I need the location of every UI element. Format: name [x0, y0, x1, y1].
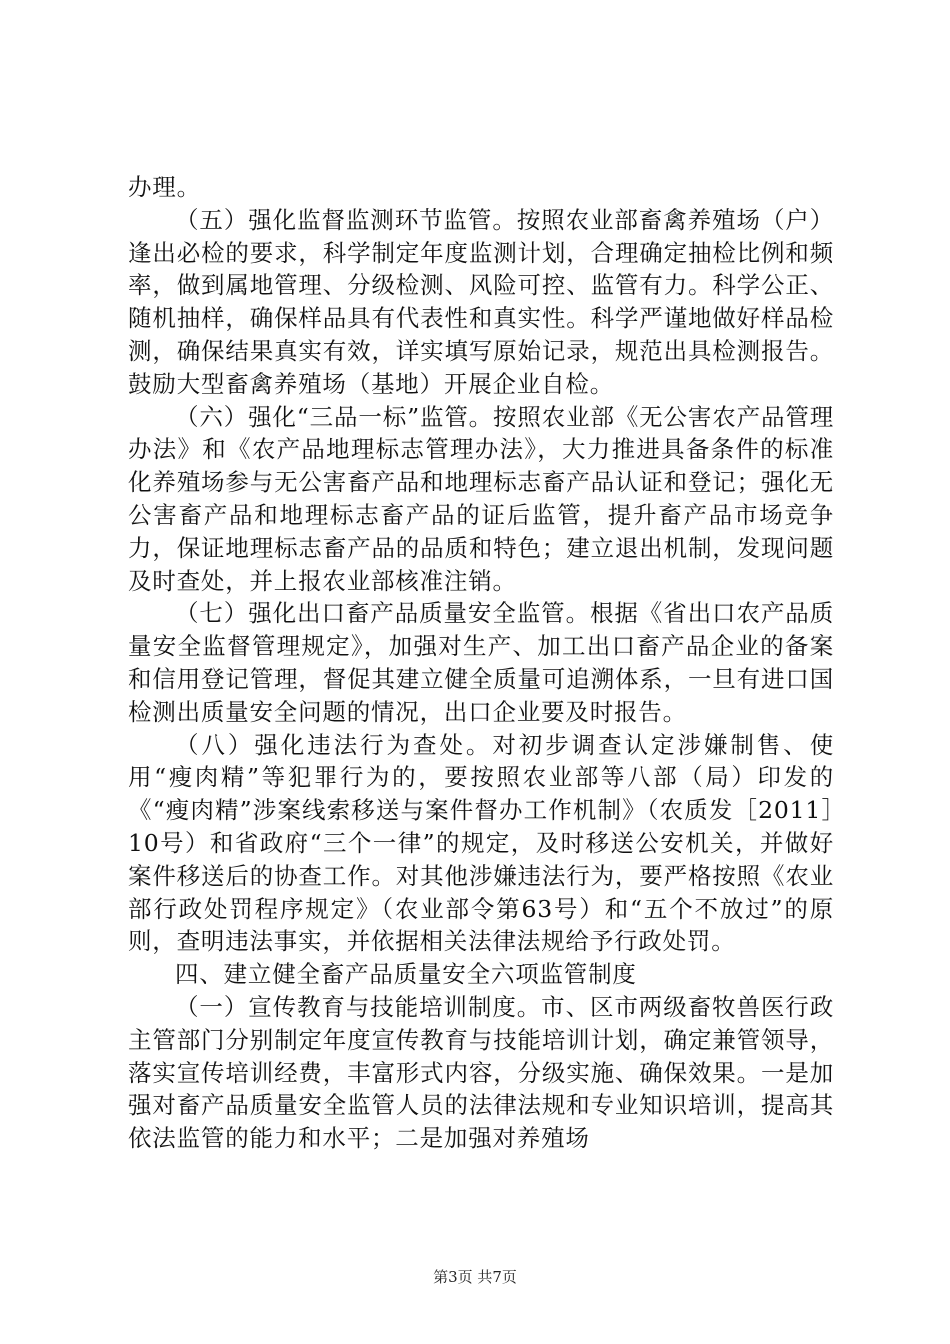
paragraph-continuation: 办理。	[128, 173, 201, 201]
page-number: 第3页 共7页	[433, 1268, 517, 1286]
paragraph-section-5: （五）强化监督监测环节监管。按照农业部畜禽养殖场（户）逢出必检的要求，科学制定年度监测计划，合理确定抽检比例和频率，做到属地管理、分级检测、风险可控、监管有力。科学公正、随机抽样，确保样品具有代表性和真实性。科学严谨地做好样品检测，确保结果真实有效，详实填写原始记录，规范出具检测报告。鼓励大型畜禽养殖场（基地）开展企业自检。	[128, 205, 834, 398]
section-heading-4: 四、建立健全畜产品质量安全六项监管制度	[175, 960, 637, 989]
paragraph-section-8: （八）强化违法行为查处。对初步调查认定涉嫌制售、使用“瘦肉精”等犯罪行为的，要按照农业部等八部（局）印发的《“瘦肉精”涉案线索移送与案件督办工作机制》（农质发［2011］10号）和省政府“三个一律”的规定，及时移送公安机关，并做好案件移送后的协查工作。对其他涉嫌违法行为，要严格按照《农业部行政处罚程序规定》（农业部令第63号）和“五个不放过”的原则，查明违法事实，并依据相关法律法规给予行政处罚。	[128, 730, 834, 956]
paragraph-section-7: （七）强化出口畜产品质量安全监管。根据《省出口农产品质量安全监督管理规定》，加强对生产、加工出口畜产品企业的备案和信用登记管理，督促其建立健全质量可追溯体系，一旦有进口国检测出质量安全问题的情况，出口企业要及时报告。	[128, 599, 834, 726]
paragraph-section-6: （六）强化“三品一标”监管。按照农业部《无公害农产品管理办法》和《农产品地理标志管理办法》，大力推进具备条件的标准化养殖场参与无公害畜产品和地理标志畜产品认证和登记；强化无公害畜产品和地理标志畜产品的证后监管，提升畜产品市场竞争力，保证地理标志畜产品的品质和特色；建立退出机制，发现问题及时查处，并上报农业部核准注销。	[128, 402, 834, 595]
paragraph-subsection-1: （一）宣传教育与技能培训制度。市、区市两级畜牧兽医行政主管部门分别制定年度宣传教育与技能培训计划，确定兼管领导，落实宣传培训经费，丰富形式内容，分级实施、确保效果。一是加强对畜产品质量安全监管人员的法律法规和专业知识培训，提高其依法监管的能力和水平；二是加强对养殖场	[128, 992, 834, 1153]
page-footer	[0, 1268, 950, 1286]
document-body	[128, 171, 834, 1155]
